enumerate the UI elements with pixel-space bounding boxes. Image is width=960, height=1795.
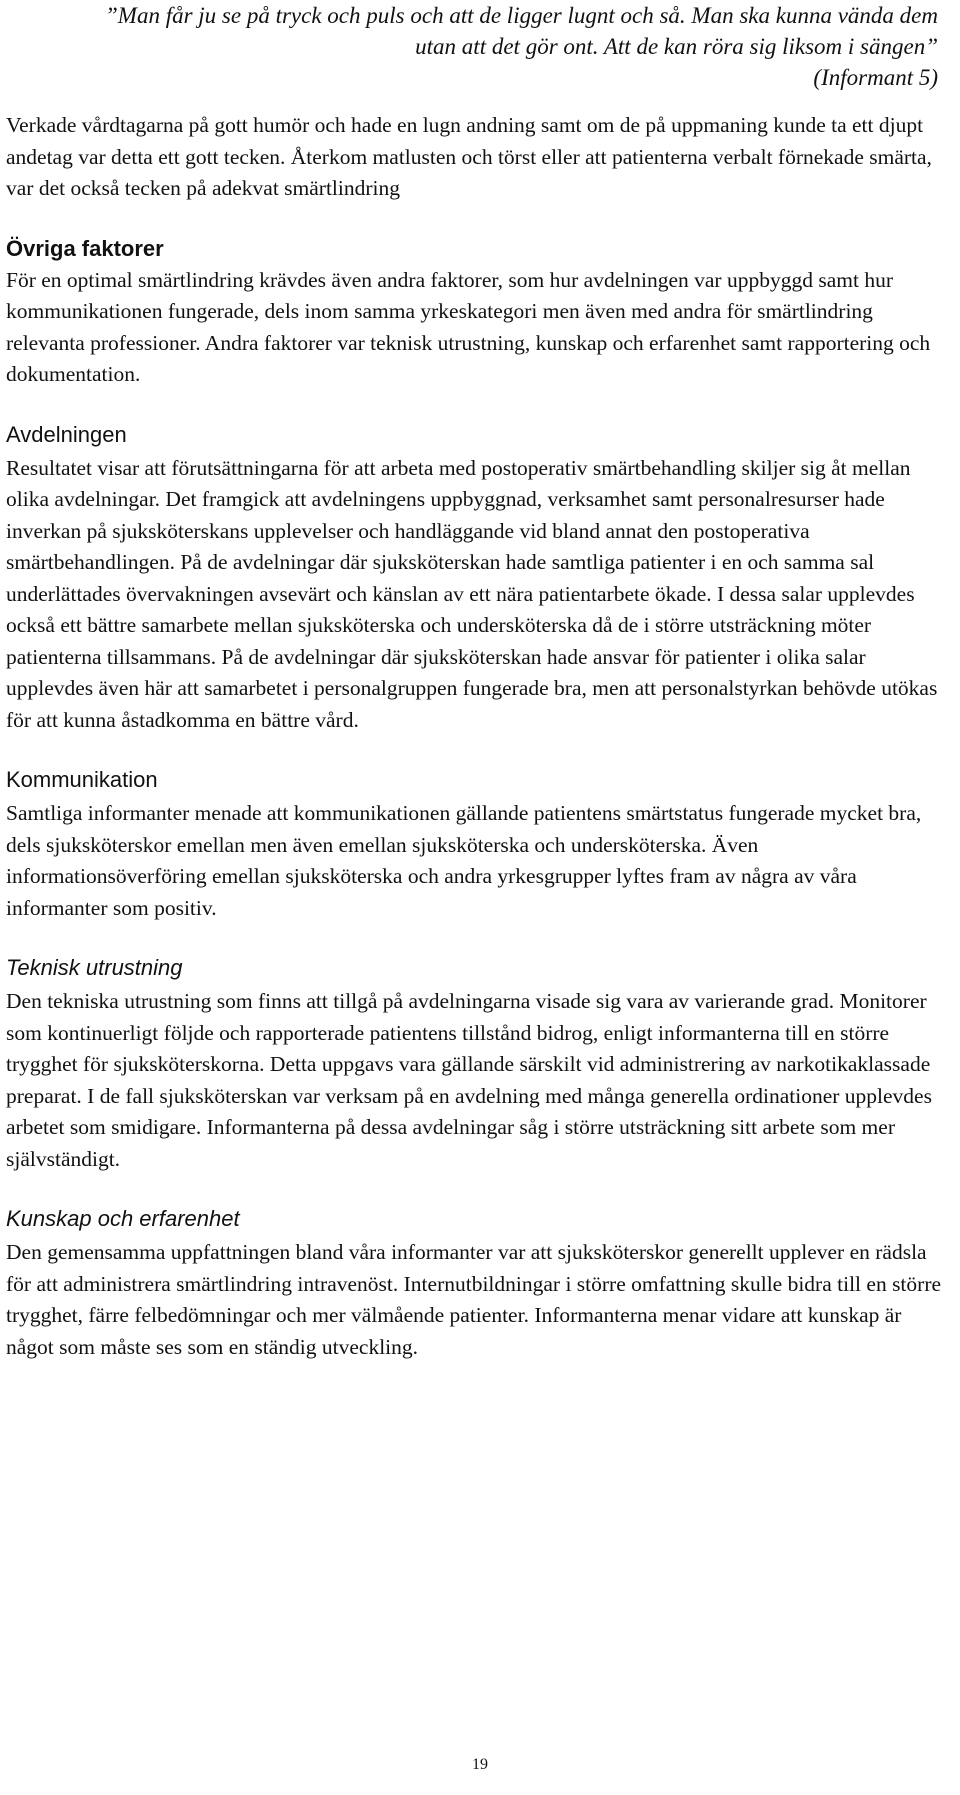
heading-teknisk-utrustning: Teknisk utrustning: [6, 955, 183, 980]
quote-attribution: (Informant 5): [813, 65, 938, 90]
paragraph-avdelningen: Resultatet visar att förutsättningarna för att arbeta med postoperativ smärtbehandling skiljer sig åt mellan olika avdelningar. Det framgick att avdelningens uppbyggnad, verksamhet samt personalresurser hade inverkan på sjuksköterskans upplevelser och handläggande vid bland annat den postoperativa smärtbehandlingen. På de avdelningar där sjuksköterskan hade samtliga patienter i en och samma sal underlättades övervakningen avsevärt och känslan av ett nära patientarbete ökade. I dessa salar upplevdes också ett bättre samarbete mellan sjuksköterska och undersköterska då de i större utsträckning möter patienterna tillsammans. På de avdelningar där sjuksköterskan hade ansvar för patienter i olika salar upplevdes även här att samarbetet i personalgruppen fungerade bra, men att personalstyrkan behövde utökas för att kunna åstadkomma en bättre vård.: [6, 455, 938, 732]
page-number: 19: [472, 1756, 488, 1773]
document-page: [6, 0, 950, 1363]
heading-kunskap-och-erfarenhet: Kunskap och erfarenhet: [6, 1206, 240, 1231]
interview-quote: [6, 0, 950, 93]
paragraph-ovriga-faktorer: För en optimal smärtlindring krävdes även andra faktorer, som hur avdelningen var uppbyggd samt hur kommunikationen fungerade, dels inom samma yrkeskategori men även med andra för smärtlindring relevanta professioner. Andra faktorer var teknisk utrustning, kunskap och erfarenhet samt rapportering och dokumentation.: [6, 267, 931, 386]
quote-text: ”Man får ju se på tryck och puls och att de ligger lugnt och så. Man ska kunna vända dem utan att det gör ont. Att de kan röra sig liksom i sängen”: [105, 3, 938, 59]
heading-kommunikation: Kommunikation: [6, 767, 158, 792]
paragraph-kunskap-och-erfarenhet: Den gemensamma uppfattningen bland våra informanter var att sjuksköterskor generellt upplever en rädsla för att administrera smärtlindring intravenöst. Internutbildningar i större omfattning skulle bidra till en större trygghet, färre felbedömningar och mer välmående patienter. Informanterna menar vidare att kunskap är något som måste ses som en ständig utveckling.: [6, 1240, 942, 1359]
heading-avdelningen: Avdelningen: [6, 421, 127, 447]
heading-ovriga-faktorer: Övriga faktorer: [6, 235, 164, 261]
paragraph-teknisk-utrustning: Den tekniska utrustning som finns att tillgå på avdelningarna visade sig vara av varierande grad. Monitorer som kontinuerligt följde och rapporterade patientens tillstånd bidrog, enligt informanterna till en större trygghet för sjuksköterskorna. Detta uppgavs vara gällande särskilt vid administrering av narkotikaklassade preparat. I de fall sjuksköterskan var verksam på en avdelning med många generella ordinationer upplevdes arbetet som smidigare. Informanterna på dessa avdelningar såg i större utsträckning sitt arbete som mer självständigt.: [6, 989, 932, 1171]
paragraph-kommunikation: Samtliga informanter menade att kommunikationen gällande patientens smärtstatus fungerade mycket bra, dels sjuksköterskor emellan men även emellan sjuksköterska och undersköterska. Även informationsöverföring emellan sjuksköterska och andra yrkesgrupper lyftes fram av några av våra informanter som positiv.: [6, 801, 922, 920]
intro-paragraph: Verkade vårdtagarna på gott humör och hade en lugn andning samt om de på uppmaning kunde ta ett djupt andetag var detta ett gott tecken. Återkom matlusten och törst eller att patienterna verbalt förnekade smärta, var det också tecken på adekvat smärtlindring: [6, 113, 932, 200]
